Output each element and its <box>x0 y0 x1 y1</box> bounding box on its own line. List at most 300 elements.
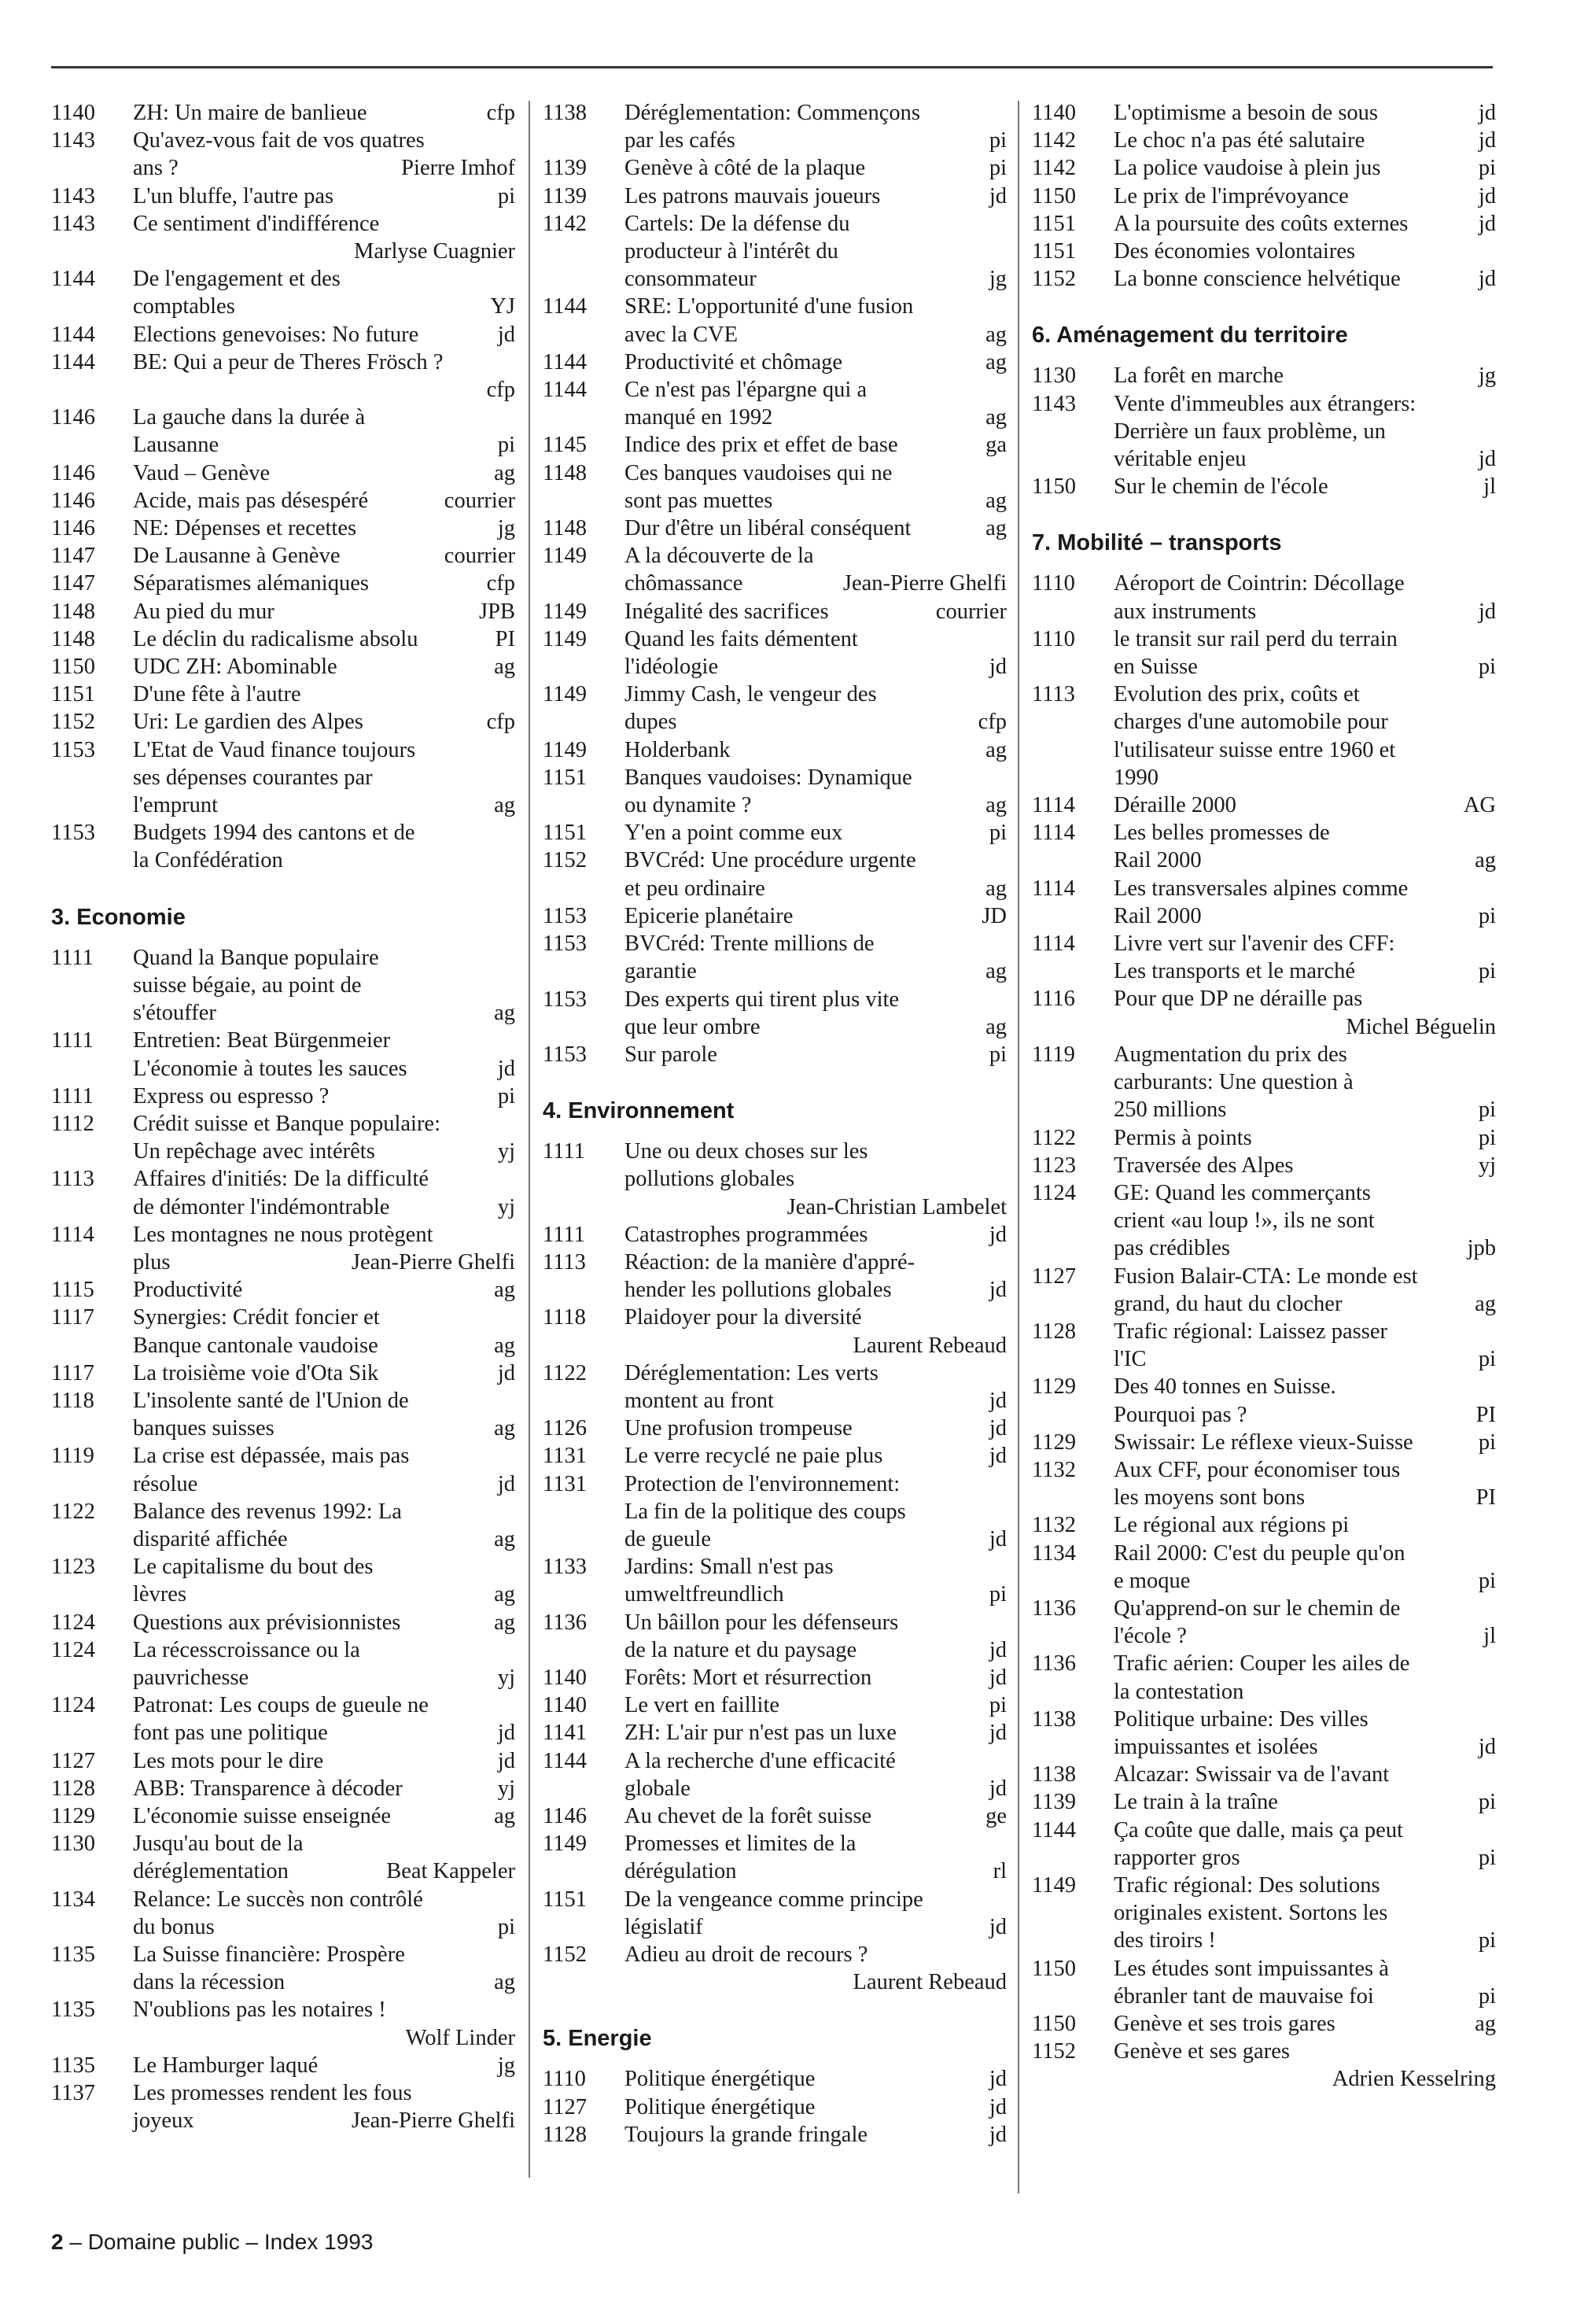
index-entry <box>51 570 515 597</box>
author: pi <box>1478 1347 1496 1372</box>
article-title: Genève à côté de la plaque <box>624 156 866 181</box>
index-entry <box>51 598 515 625</box>
author: PI <box>1475 1485 1496 1511</box>
article-title: Le verre recyclé ne paie plus <box>624 1444 883 1469</box>
index-entry <box>51 1609 515 1636</box>
title-line <box>133 847 515 874</box>
article-title: Genève et ses gares <box>1114 2039 1290 2064</box>
article-title: Questions aux prévisionnistes <box>133 1610 401 1635</box>
author: ag <box>1475 1291 1496 1316</box>
issue-number: 1149 <box>1032 1872 1076 1898</box>
article-title: Permis à points <box>1114 1125 1252 1150</box>
article-title: de la nature et du paysage <box>624 1637 857 1662</box>
author: cfp <box>486 571 515 596</box>
title-line <box>1114 1373 1496 1400</box>
author: pi <box>989 1042 1007 1067</box>
entry-body <box>1114 2010 1496 2038</box>
article-title: que leur ombre <box>624 1014 761 1039</box>
article-title: 1990 <box>1114 765 1159 790</box>
index-entry <box>1032 1429 1496 1456</box>
title-line <box>624 1359 1007 1387</box>
issue-number: 1145 <box>543 433 587 458</box>
index-entry <box>51 1996 515 2051</box>
article-title: Ce sentiment d'indifférence <box>133 211 380 236</box>
entry-body <box>133 404 515 459</box>
title-line <box>133 1968 515 1996</box>
author: ag <box>494 1001 515 1026</box>
issue-number: 1128 <box>1032 1319 1076 1344</box>
article-title: et peu ordinaire <box>624 876 765 901</box>
article-title: Traversée des Alpes <box>1114 1153 1294 1178</box>
index-entry <box>51 1027 515 1082</box>
article-title: UDC ZH: Abominable <box>133 655 337 680</box>
entry-body <box>624 1664 1007 1691</box>
article-title: l'école ? <box>1114 1624 1187 1649</box>
title-line <box>624 1691 1007 1719</box>
article-title: Productivité <box>133 1278 243 1303</box>
issue-number: 1139 <box>543 183 587 208</box>
article-title: Budgets 1994 des cantons et de <box>133 821 415 846</box>
title-line <box>624 708 1007 736</box>
issue-number: 1140 <box>543 1665 587 1690</box>
article-title: L'insolente santé de l'Union de <box>133 1388 409 1413</box>
issue-number: 1111 <box>51 945 94 970</box>
entry-body <box>1114 1263 1496 1318</box>
article-title: Sur parole <box>624 1042 717 1067</box>
author: jd <box>1478 447 1496 472</box>
title-line <box>133 972 515 999</box>
index-entry <box>51 1083 515 1110</box>
entry-body <box>1114 625 1496 681</box>
issue-number: 1134 <box>1032 1540 1076 1566</box>
issue-number: 1148 <box>51 626 95 651</box>
title-line <box>133 293 515 320</box>
article-title: L'économie suisse enseignée <box>133 1803 392 1828</box>
entry-body <box>1114 1373 1496 1428</box>
author: jd <box>497 322 515 347</box>
title-line <box>624 1138 1007 1165</box>
author: pi <box>989 1582 1007 1607</box>
issue-number: 1122 <box>51 1499 95 1524</box>
article-title: l'IC <box>1114 1347 1147 1372</box>
entry-body <box>133 1802 515 1830</box>
index-entry <box>543 431 1007 459</box>
title-line <box>1114 210 1496 238</box>
author: pi <box>1478 1429 1496 1455</box>
author: jd <box>497 1056 515 1081</box>
entry-body <box>133 515 515 542</box>
title-line <box>133 1525 515 1553</box>
entry-body <box>624 1609 1007 1664</box>
entry-body <box>1114 362 1496 389</box>
index-entry <box>1032 1456 1496 1511</box>
entry-body <box>624 349 1007 376</box>
section-heading: 4. Environnement <box>543 1098 735 1124</box>
index-entry <box>51 708 515 736</box>
article-title: Politique urbaine: Des villes <box>1114 1706 1369 1732</box>
index-entry <box>51 1886 515 1941</box>
article-title: Plaidoyer pour la diversité <box>624 1305 862 1330</box>
article-title: Holderbank <box>624 737 731 762</box>
article-title: carburants: Une question à <box>1114 1070 1354 1095</box>
author: jd <box>989 1665 1007 1690</box>
index-entry <box>543 930 1007 985</box>
title-line <box>1114 2010 1496 2038</box>
title-line <box>133 625 515 653</box>
author: yj <box>497 1776 515 1801</box>
index-entry <box>543 764 1007 819</box>
entry-body <box>133 1027 515 1082</box>
issue-number: 1146 <box>51 405 95 430</box>
title-line <box>133 349 515 376</box>
entry-body <box>133 487 515 515</box>
entry-body <box>1114 930 1496 985</box>
title-line <box>133 542 515 570</box>
entry-body <box>133 265 515 320</box>
title-line <box>624 653 1007 681</box>
entry-body <box>133 570 515 597</box>
article-title: Trafic régional: Laissez passer <box>1114 1319 1387 1344</box>
title-line <box>1114 791 1496 819</box>
article-title: Rail 2000: C'est du peuple qu'on <box>1114 1540 1405 1566</box>
entry-body <box>133 349 515 404</box>
issue-number: 1148 <box>543 516 587 541</box>
issue-number: 1152 <box>543 1942 587 1967</box>
index-entry <box>543 2093 1007 2121</box>
title-line <box>1114 1567 1496 1595</box>
issue-number: 1123 <box>51 1555 95 1580</box>
title-line <box>624 2121 1007 2149</box>
title-line <box>1114 1345 1496 1373</box>
index-entry <box>543 1221 1007 1249</box>
author: yj <box>497 1139 515 1164</box>
article-title: l'idéologie <box>624 655 719 680</box>
title-line <box>1114 418 1496 445</box>
entry-body <box>624 930 1007 985</box>
author: ag <box>1475 2012 1496 2036</box>
author: jl <box>1483 1624 1496 1649</box>
article-title: Les transversales alpines comme <box>1114 876 1409 901</box>
article-title: pollutions globales <box>624 1167 795 1192</box>
article-title: Quand la Banque populaire <box>133 945 379 970</box>
index-entry <box>1032 1761 1496 1788</box>
article-title: 250 millions <box>1114 1097 1227 1123</box>
article-title: Balance des revenus 1992: La <box>133 1499 402 1524</box>
author: ag <box>494 1278 515 1303</box>
article-title: Swissair: Le réflexe vieux-Suisse <box>1114 1429 1413 1455</box>
index-entry <box>51 459 515 487</box>
article-title: Promesses et limites de la <box>624 1832 856 1857</box>
entry-body <box>1114 265 1496 293</box>
article-title: Le prix de l'imprévoyance <box>1114 183 1349 208</box>
footer-publication: – Domaine public – Index 1993 <box>63 2230 374 2254</box>
author: pi <box>1478 1097 1496 1123</box>
title-line <box>1114 930 1496 957</box>
title-line <box>624 1747 1007 1775</box>
entry-body <box>133 1165 515 1220</box>
issue-number: 1149 <box>543 626 587 651</box>
index-entry <box>1032 390 1496 474</box>
entry-body <box>624 1470 1007 1554</box>
issue-number: 1143 <box>51 211 95 236</box>
author: pi <box>1478 1983 1496 2009</box>
article-title: Lausanne <box>133 433 219 458</box>
title-line <box>1114 1318 1496 1345</box>
article-title: consommateur <box>624 267 757 292</box>
title-line <box>1114 1817 1496 1844</box>
article-title: Ces banques vaudoises qui ne <box>624 460 893 485</box>
article-title: Evolution des prix, coûts et <box>1114 682 1360 707</box>
article-title: Y'en a point comme eux <box>624 821 843 846</box>
index-entry <box>543 1802 1007 1830</box>
article-title: La fin de la politique des coups <box>624 1499 906 1524</box>
article-title: Le train à la traîne <box>1114 1790 1278 1815</box>
title-line <box>133 1636 515 1664</box>
index-entry <box>1032 1179 1496 1263</box>
article-title: Express ou espresso ? <box>133 1083 330 1109</box>
title-line <box>1114 819 1496 847</box>
title-line <box>133 1442 515 1470</box>
title-line <box>1114 1706 1496 1733</box>
author: Wolf Linder <box>405 2025 515 2050</box>
title-line <box>624 515 1007 542</box>
title-line <box>624 404 1007 431</box>
title-line <box>624 1470 1007 1498</box>
article-title: Patronat: Les coups de gueule ne <box>133 1693 429 1718</box>
article-title: Productivité et chômage <box>624 349 842 374</box>
entry-body <box>1114 127 1496 154</box>
author: jg <box>497 2053 515 2078</box>
entry-body <box>133 321 515 349</box>
author: PI <box>1475 1402 1496 1427</box>
index-entry <box>51 1110 515 1165</box>
index-entry <box>51 944 515 1027</box>
entry-body <box>624 1041 1007 1068</box>
title-line <box>624 1802 1007 1830</box>
title-line <box>624 1442 1007 1470</box>
article-title: lèvres <box>133 1582 187 1607</box>
title-line <box>1114 2038 1496 2065</box>
entry-body <box>133 542 515 570</box>
entry-body <box>1114 1595 1496 1650</box>
entry-body <box>1114 1318 1496 1373</box>
article-title: umweltfreundlich <box>624 1582 784 1607</box>
title-line <box>624 1913 1007 1941</box>
title-line <box>133 1249 515 1276</box>
author: jd <box>497 1721 515 1746</box>
article-title: suisse bégaie, au point de <box>133 972 362 998</box>
author: ag <box>985 876 1007 901</box>
article-title: avec la CVE <box>624 322 739 347</box>
entry-body <box>624 1415 1007 1442</box>
author: pi <box>497 1083 515 1109</box>
title-line <box>133 598 515 625</box>
author: jd <box>1478 267 1496 292</box>
author: jd <box>989 1222 1007 1247</box>
author: Pierre Imhof <box>401 156 515 181</box>
author: ag <box>1475 848 1496 873</box>
index-entry <box>1032 930 1496 985</box>
article-title: La récesscroissance ou la <box>133 1637 360 1662</box>
title-line <box>624 986 1007 1013</box>
issue-number: 1114 <box>51 1222 94 1247</box>
author: ag <box>494 1803 515 1828</box>
author: cfp <box>486 101 515 125</box>
index-entry <box>543 542 1007 597</box>
issue-number: 1151 <box>1032 211 1076 236</box>
title-line <box>133 431 515 459</box>
section-heading: 3. Economie <box>51 904 186 930</box>
entry-body <box>624 1221 1007 1249</box>
issue-number: 1153 <box>51 737 95 762</box>
entry-body <box>624 99 1007 154</box>
author: ag <box>494 793 515 818</box>
issue-number: 1133 <box>543 1555 587 1580</box>
issue-number: 1122 <box>1032 1125 1076 1150</box>
article-title: globale <box>624 1776 691 1801</box>
article-title: déréglementation <box>133 1859 289 1884</box>
index-entry <box>1032 791 1496 819</box>
author: Jean-Christian Lambelet <box>786 1194 1007 1219</box>
index-entry <box>543 902 1007 930</box>
entry-body <box>624 1138 1007 1221</box>
index-entry <box>51 515 515 542</box>
issue-number: 1134 <box>51 1887 95 1912</box>
issue-number: 1110 <box>1032 571 1075 596</box>
title-line <box>133 1110 515 1138</box>
issue-number: 1124 <box>51 1610 95 1635</box>
issue-number: 1113 <box>543 1249 586 1275</box>
issue-number: 1131 <box>543 1471 587 1496</box>
article-title: Forêts: Mort et résurrection <box>624 1665 872 1690</box>
article-title: Déréglementation: Commençons <box>624 101 920 125</box>
article-title: Les patrons mauvais joueurs <box>624 183 881 208</box>
article-title: Réaction: de la manière d'appré- <box>624 1249 915 1275</box>
entry-body <box>624 154 1007 182</box>
issue-number: 1150 <box>51 655 95 680</box>
title-line <box>1114 1096 1496 1123</box>
index-entry <box>1032 238 1496 265</box>
author: pi <box>1478 959 1496 984</box>
index-entry <box>51 2079 515 2134</box>
title-line <box>133 1083 515 1110</box>
author: ag <box>985 488 1007 513</box>
author: pi <box>1478 1928 1496 1953</box>
author: jd <box>1478 128 1496 153</box>
entry-body <box>624 293 1007 348</box>
entry-body <box>1114 1179 1496 1263</box>
issue-number: 1152 <box>1032 267 1076 292</box>
index-entry <box>543 2121 1007 2149</box>
author: ag <box>494 1526 515 1551</box>
entry-body <box>1114 390 1496 474</box>
entry-body <box>133 1747 515 1775</box>
entry-body <box>133 1221 515 1276</box>
article-title: charges d'une automobile pour <box>1114 710 1388 735</box>
entry-body <box>1114 1511 1496 1539</box>
article-title: Au pied du mur <box>133 599 274 624</box>
author: ag <box>985 405 1007 430</box>
index-entry <box>1032 1263 1496 1318</box>
article-title: par les cafés <box>624 128 735 153</box>
entry-body <box>624 210 1007 293</box>
article-title: garantie <box>624 959 697 984</box>
title-line <box>1114 875 1496 902</box>
title-line <box>1114 1068 1496 1096</box>
index-entry <box>543 1553 1007 1608</box>
issue-number: 1153 <box>51 821 95 846</box>
issue-number: 1144 <box>51 349 95 374</box>
entry-body <box>1114 570 1496 625</box>
title-line <box>624 99 1007 127</box>
title-line <box>624 1387 1007 1415</box>
article-title: De Lausanne à Genève <box>133 544 341 569</box>
index-column-2 <box>543 99 1007 2149</box>
title-line <box>133 1165 515 1193</box>
entry-body <box>1114 2038 1496 2093</box>
article-title: disparité affichée <box>133 1526 288 1551</box>
entry-body <box>133 708 515 736</box>
author: jd <box>1478 101 1496 125</box>
issue-number: 1111 <box>543 1222 585 1247</box>
title-line <box>624 210 1007 238</box>
entry-body <box>1114 473 1496 500</box>
article-title: Rail 2000 <box>1114 903 1202 928</box>
index-entry <box>51 653 515 681</box>
index-entry <box>1032 1152 1496 1179</box>
title-line <box>1114 1927 1496 1954</box>
issue-number: 1146 <box>51 460 95 485</box>
index-entry <box>543 598 1007 625</box>
index-entry <box>1032 473 1496 500</box>
entry-body <box>133 653 515 681</box>
author: ag <box>985 959 1007 984</box>
author: pi <box>497 433 515 458</box>
title-line <box>133 681 515 708</box>
entry-body <box>624 1249 1007 1304</box>
issue-number: 1136 <box>1032 1595 1076 1621</box>
article-title: La bonne conscience helvétique <box>1114 267 1401 292</box>
article-title: Banque cantonale vaudoise <box>133 1333 378 1358</box>
index-entry <box>543 293 1007 348</box>
index-entry <box>543 459 1007 515</box>
title-line <box>624 1498 1007 1525</box>
index-entry <box>51 1498 515 1553</box>
entry-body <box>133 1775 515 1802</box>
article-title: L'Etat de Vaud finance toujours <box>133 737 416 762</box>
article-title: Ça coûte que dalle, mais ça peut <box>1114 1817 1403 1843</box>
author: pi <box>1478 903 1496 928</box>
entry-body <box>1114 1650 1496 1705</box>
entry-body <box>133 459 515 487</box>
index-entry <box>51 99 515 127</box>
index-entry <box>1032 183 1496 210</box>
title-line <box>133 1304 515 1331</box>
article-title: dupes <box>624 710 677 735</box>
entry-body <box>624 1747 1007 1802</box>
title-line <box>1114 736 1496 764</box>
article-title: rapporter gros <box>1114 1845 1240 1870</box>
issue-number: 1153 <box>543 931 587 957</box>
article-title: Alcazar: Swissair va de l'avant <box>1114 1762 1390 1787</box>
entry-body <box>1114 1706 1496 1761</box>
article-title: de gueule <box>624 1526 711 1551</box>
article-title: originales existent. Sortons les <box>1114 1901 1388 1926</box>
title-line <box>133 1470 515 1498</box>
article-title: Pour que DP ne déraille pas <box>1114 987 1363 1012</box>
title-line <box>133 1359 515 1387</box>
index-entry <box>543 349 1007 376</box>
